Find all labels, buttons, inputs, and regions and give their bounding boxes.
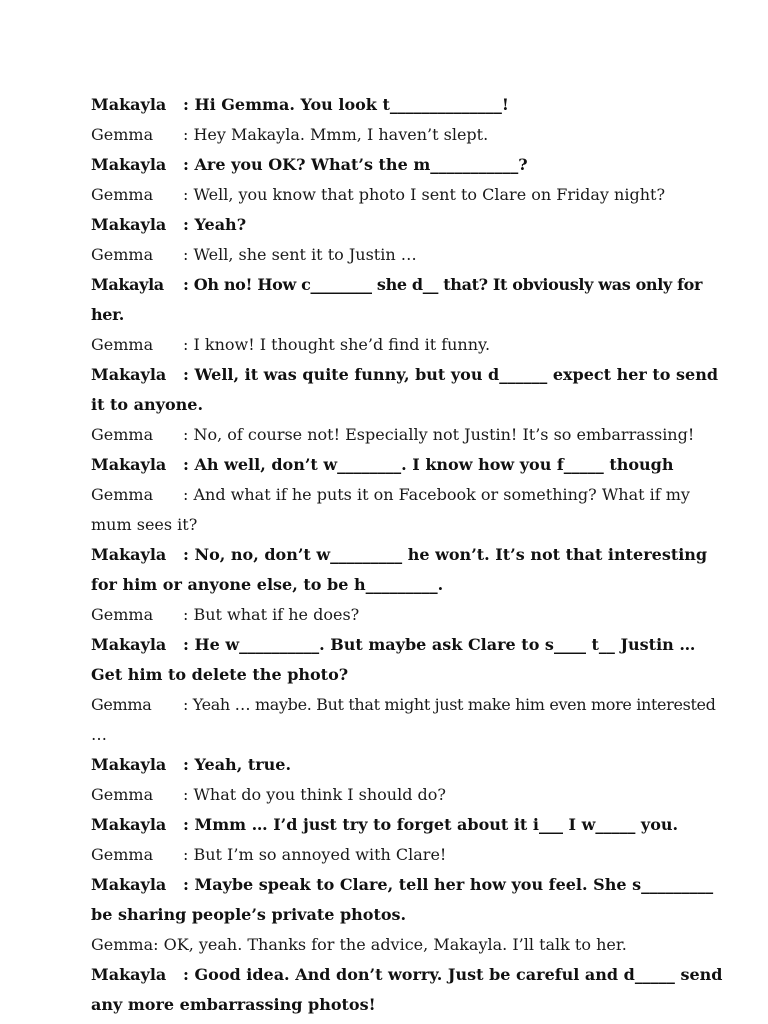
line-text: : Maybe speak to Clare, tell her how you feel. She s_________ be sharing people’s private photos. (91, 875, 714, 924)
speaker-name: Makayla (91, 275, 164, 294)
dialogue-line (91, 330, 727, 360)
line-text: : Hey Makayla. Mmm, I haven’t slept. (183, 125, 489, 144)
speaker-name: Gemma (91, 335, 154, 354)
dialogue-line (91, 180, 727, 210)
dialogue-line (91, 600, 727, 630)
line-text: : Well, she sent it to Justin … (183, 245, 417, 264)
speaker-name: Makayla (91, 815, 167, 834)
speaker-name: Gemma (91, 185, 154, 204)
speaker-name: Gemma (91, 125, 154, 144)
dialogue-line (91, 450, 727, 480)
line-text: : Good idea. And don’t worry. Just be careful and d_____ send any more embarrassing photos! (91, 965, 723, 1014)
line-text: : But I’m so annoyed with Clare! (183, 845, 447, 864)
speaker-name: Gemma (91, 785, 154, 804)
line-text: OK, yeah. Thanks for the advice, Makayla. I’ll talk to her. (158, 935, 627, 954)
dialogue-line (91, 960, 727, 1020)
speaker-name: Makayla (91, 95, 167, 114)
dialogue-line (91, 930, 727, 960)
speaker-name: Gemma (91, 245, 154, 264)
line-text: : Yeah? (183, 215, 247, 234)
line-text: : What do you think I should do? (183, 785, 446, 804)
dialogue-line (91, 210, 727, 240)
line-text: : But what if he does? (183, 605, 360, 624)
dialogue-line (91, 630, 727, 690)
speaker-name: Makayla (91, 155, 167, 174)
line-text: : Hi Gemma. You look t______________! (183, 95, 509, 114)
line-text: : Yeah … maybe. But that might just make him even more interested … (91, 695, 716, 744)
speaker-name: Gemma (91, 485, 154, 504)
speaker-name: Gemma: (91, 935, 159, 954)
speaker-name: Makayla (91, 545, 167, 564)
line-text: : Oh no! How c________ she d__ that? It obviously was only for her. (91, 275, 703, 324)
dialogue-line (91, 870, 727, 930)
dialogue-line (91, 480, 727, 540)
dialogue-line (91, 540, 727, 600)
dialogue-line (91, 780, 727, 810)
line-text: : Yeah, true. (183, 755, 292, 774)
speaker-name: Gemma (91, 845, 154, 864)
dialogue-line (91, 240, 727, 270)
speaker-name: Gemma (91, 605, 154, 624)
line-text: : Mmm … I’d just try to forget about it i___ I w_____ you. (183, 815, 679, 834)
speaker-name: Makayla (91, 875, 167, 894)
line-text: : Well, it was quite funny, but you d______ expect her to send it to anyone. (91, 365, 719, 414)
dialogue-line (91, 690, 727, 750)
speaker-name: Gemma (91, 695, 152, 714)
dialogue-line (91, 750, 727, 780)
speaker-name: Makayla (91, 215, 167, 234)
speaker-name: Makayla (91, 965, 167, 984)
dialogue-line (91, 120, 727, 150)
line-text: : And what if he puts it on Facebook or something? What if my mum sees it? (91, 485, 690, 534)
line-text: : Ah well, don’t w________. I know how you f_____ though (183, 455, 674, 474)
line-text: : Well, you know that photo I sent to Clare on Friday night? (183, 185, 666, 204)
dialogue-line (91, 270, 727, 330)
speaker-name: Makayla (91, 755, 167, 774)
dialogue-line (91, 90, 727, 120)
dialogue-line (91, 810, 727, 840)
dialogue-line (91, 150, 727, 180)
line-text: : Are you OK? What’s the m___________? (183, 155, 528, 174)
dialogue-line (91, 420, 727, 450)
line-text: : No, of course not! Especially not Justin! It’s so embarrassing! (183, 425, 695, 444)
line-text: : No, no, don’t w_________ he won’t. It’s not that interesting for him or anyone else, to be h_________. (91, 545, 708, 594)
line-text: : I know! I thought she’d find it funny. (183, 335, 491, 354)
speaker-name: Makayla (91, 455, 167, 474)
dialogue-document (91, 90, 727, 1020)
speaker-name: Makayla (91, 635, 167, 654)
line-text: : He w__________. But maybe ask Clare to s____ t__ Justin … Get him to delete the photo? (91, 635, 696, 684)
dialogue-line (91, 840, 727, 870)
speaker-name: Gemma (91, 425, 154, 444)
speaker-name: Makayla (91, 365, 167, 384)
dialogue-line (91, 360, 727, 420)
